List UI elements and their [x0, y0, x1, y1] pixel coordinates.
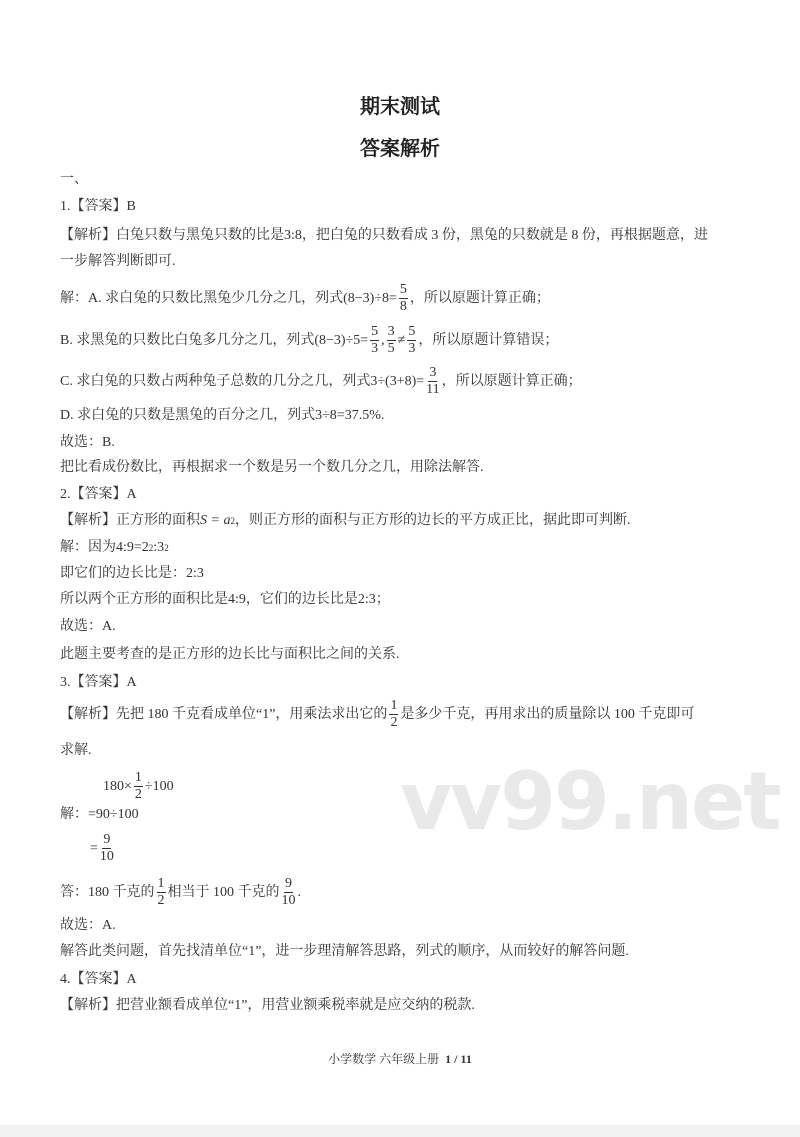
q3-calc-2: 解：=90÷100 [60, 807, 139, 822]
q2-solution [60, 539, 169, 557]
q3-answer: 3.【答案】A [60, 675, 137, 690]
page-edge [0, 1125, 800, 1137]
q3-summary: 解答此类问题，首先找清单位“1”，进一步理清解答思路，列式的顺序，从而较好的解答问题. [60, 944, 629, 959]
text: ，所以原题计算正确； [409, 290, 550, 306]
denominator: 3 [371, 341, 379, 356]
page-number: 1 / 11 [445, 1052, 472, 1066]
fraction [426, 365, 439, 398]
q1-analysis-cont: 一步解答判断即可. [60, 254, 176, 269]
q2-line: 即它们的边长比是：2:3 [60, 566, 204, 581]
q4-analysis: 【解析】把营业额看成单位“1”，用营业额乘税率就是应交纳的税款. [60, 998, 475, 1013]
text: 【解析】先把 180 千克看成单位“1”，用乘法求出它的 [60, 706, 388, 722]
text: 180× [103, 778, 132, 794]
section-label: 一、 [60, 172, 88, 187]
fraction [389, 698, 398, 731]
exponent: 2 [164, 543, 169, 553]
fraction [407, 324, 416, 357]
fraction [157, 876, 166, 909]
q4-answer: 4.【答案】A [60, 972, 137, 987]
denominator: 3 [408, 341, 416, 356]
q3-analysis [60, 698, 694, 731]
denominator: 2 [157, 893, 165, 908]
text: 是多少千克，再用求出的质量除以 100 千克即可 [400, 706, 695, 722]
denominator: 10 [99, 849, 114, 864]
watermark: vv99.net [400, 755, 780, 848]
text: 解：A. 求白兔的只数比黑兔少几分之几，列式 [60, 290, 344, 306]
text: 解：因为4:9=2 [60, 540, 149, 555]
text: ，则正方形的面积与正方形的边长的平方成正比，据此即可判断. [234, 513, 631, 528]
numerator: 1 [157, 876, 165, 891]
denominator: 11 [426, 382, 440, 397]
q1-option-d: D. 求白兔的只数是黑兔的百分之几，列式3÷8=37.5%. [60, 408, 385, 423]
text: . [297, 884, 301, 900]
q2-summary: 此题主要考查的是正方形的边长比与面积比之间的关系. [60, 647, 400, 662]
denominator: 8 [399, 299, 407, 314]
footer-label: 小学数学 六年级上册 [328, 1052, 440, 1066]
text: 答：180 千克的 [60, 884, 155, 900]
text: :3 [153, 540, 165, 555]
text: 【解析】正方形的面积 [60, 513, 200, 528]
denominator: 2 [134, 787, 142, 802]
fraction [134, 770, 143, 803]
exponent: 2 [230, 516, 235, 526]
page-subtitle: 答案解析 [360, 136, 440, 160]
q1-choice: 故选：B. [60, 435, 115, 450]
numerator: 9 [103, 832, 111, 847]
numerator: 5 [408, 324, 416, 339]
q1-summary: 把比看成份数比，再根据求一个数是另一个数几分之几，用除法解答. [60, 460, 484, 475]
numerator: 5 [399, 282, 407, 297]
q1-analysis: 【解析】白兔只数与黑兔只数的比是3:8，把白兔的只数看成 3 份，黑兔的只数就是 8 份，再根据题意，进 [60, 228, 708, 243]
denominator: 5 [387, 341, 395, 356]
text: = [90, 840, 98, 856]
text: 相当于 100 千克的 [167, 884, 280, 900]
q2-choice: 故选：A. [60, 619, 116, 634]
q2-answer: 2.【答案】A [60, 487, 137, 502]
fraction [387, 324, 396, 357]
exponent: 2 [148, 543, 154, 553]
text: ，所以原题计算正确； [441, 373, 582, 389]
fraction [370, 324, 379, 357]
numerator: 3 [429, 365, 437, 380]
q3-analysis-cont: 求解. [60, 743, 92, 758]
text: ，所以原题计算错误； [418, 332, 559, 348]
q3-answer-statement [60, 876, 301, 909]
expression: (8−3)÷8= [343, 290, 397, 306]
fraction [282, 876, 296, 909]
q2-analysis [60, 512, 630, 530]
q3-calc-1 [103, 770, 174, 803]
formula: S = a [200, 513, 231, 528]
text: ÷100 [144, 778, 174, 794]
numerator: 9 [285, 876, 292, 891]
numerator: 1 [134, 770, 142, 785]
denominator: 2 [390, 715, 398, 730]
page-title: 期末测试 [360, 94, 440, 118]
text: ≠ [397, 332, 406, 348]
page-footer [0, 1050, 800, 1067]
q1-option-a [60, 282, 550, 315]
fraction [399, 282, 408, 315]
denominator: 10 [281, 893, 296, 908]
q2-line: 所以两个正方形的面积比是4:9，它们的边长比是2:3； [60, 592, 390, 607]
numerator: 3 [387, 324, 395, 339]
text: B. 求黑兔的只数比白兔多几分之几，列式 [60, 332, 315, 348]
q3-choice: 故选：A. [60, 918, 116, 933]
expression: (8−3)÷5= [314, 332, 369, 348]
text: , [381, 332, 385, 348]
numerator: 1 [390, 698, 398, 713]
q1-option-b [60, 324, 558, 357]
fraction [100, 832, 114, 865]
q3-calc-3 [90, 832, 116, 865]
numerator: 5 [371, 324, 379, 339]
q1-answer: 1.【答案】B [60, 199, 136, 214]
expression: 3÷(3+8)= [370, 373, 425, 389]
q1-option-c [60, 365, 582, 398]
text: C. 求白兔的只数占两种兔子总数的几分之几，列式 [60, 373, 371, 389]
